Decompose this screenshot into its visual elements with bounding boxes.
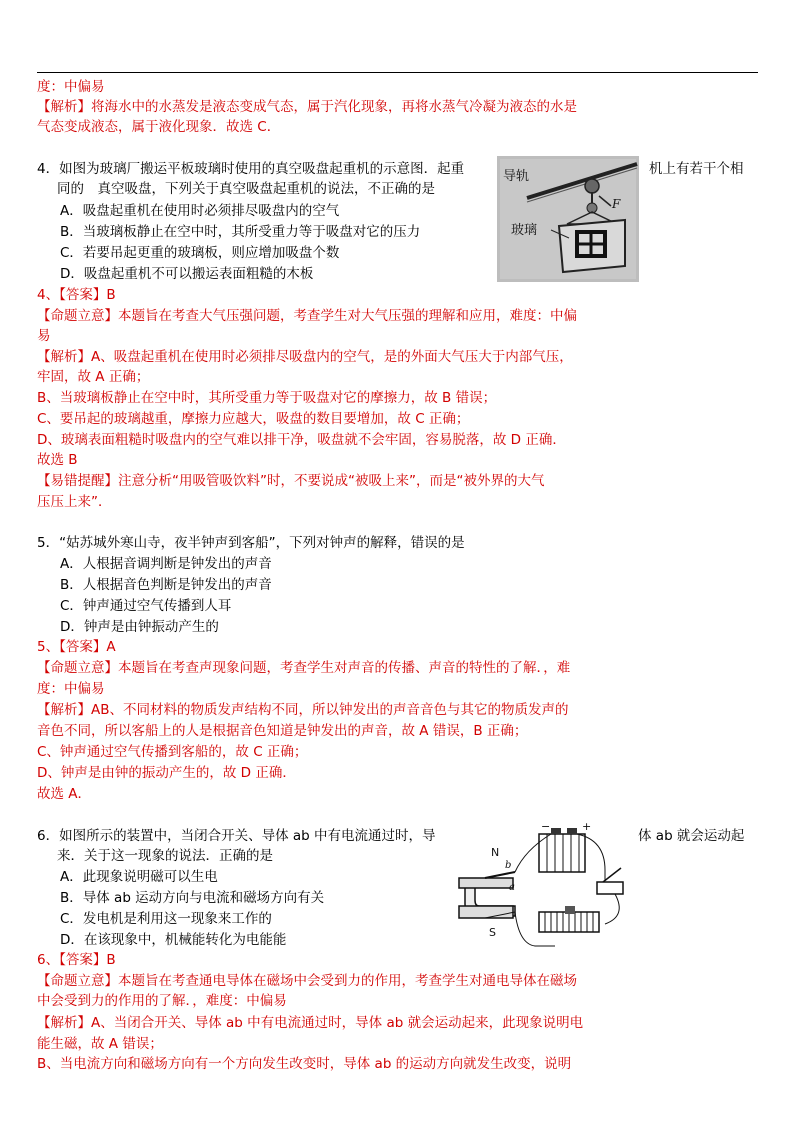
q6-stem-line2: 来．关于这一现象的说法．正确的是 — [57, 848, 273, 864]
q5-choice: 故选 A． — [37, 786, 92, 802]
q4-option-d: D．吸盘起重机不可以搬运表面粗糙的木板 — [60, 266, 314, 282]
q4-stem-tail: 机上有若干个相 — [649, 161, 744, 177]
q6-analysis-line2: 能生磁，故 A 错误； — [37, 1036, 163, 1052]
q6-answer: 6、【答案】B — [37, 952, 116, 968]
q4-stem-line1: 4．如图为玻璃厂搬运平板玻璃时使用的真空吸盘起重机的示意图．起重 — [37, 161, 465, 177]
q4-answer: 4、【答案】B — [37, 287, 116, 303]
q6-stem-line1: 6．如图所示的装置中，当闭合开关、导体 ab 中有电流通过时，导 — [37, 828, 436, 844]
north-pole-label: N — [491, 846, 500, 859]
q5-answer: 5、【答案】A — [37, 639, 116, 655]
q6-analysis-line1: 【解析】A、当闭合开关、导体 ab 中有电流通过时，导体 ab 就会运动起来，此现象说明电 — [37, 1015, 584, 1031]
q4-analysis-line1: 【解析】A、吸盘起重机在使用时必须排尽吸盘内的空气，是的外面大气压大于内部气压， — [37, 349, 573, 365]
q6-option-c: C．发电机是利用这一现象来工作的 — [60, 911, 272, 927]
rail-label: 导轨 — [503, 169, 530, 184]
q4-analysis-line5: D、玻璃表面粗糙时吸盘内的空气难以排干净，吸盘就不会牢固，容易脱落，故 D 正确． — [37, 432, 566, 448]
q5-intent-line2: 度：中偏易 — [37, 681, 105, 697]
q4-choice: 故选 B — [37, 452, 78, 468]
q6-option-a: A．此现象说明磁可以生电 — [60, 869, 218, 885]
glass-label: 玻璃 — [511, 223, 538, 238]
q4-warning-line1: 【易错提醒】注意分析“用吸管吸饮料”时，不要说成“被吸上来”，而是“被外界的大气 — [37, 473, 545, 489]
q5-option-c: C．钟声通过空气传播到人耳 — [60, 598, 232, 614]
q4-analysis-line4: C、要吊起的玻璃越重，摩擦力应越大，吸盘的数目要增加，故 C 正确； — [37, 411, 470, 427]
q5-option-b: B．人根据音色判断是钟发出的声音 — [60, 577, 272, 593]
q4-intent-line2: 易 — [37, 328, 51, 344]
q5-option-a: A．人根据音调判断是钟发出的声音 — [60, 556, 272, 572]
force-label: F — [612, 197, 621, 211]
top-line-2: 【解析】将海水中的水蒸发是液态变成气态，属于汽化现象，再将水蒸气冷凝为液态的水是 — [37, 99, 577, 115]
south-pole-label: S — [489, 926, 496, 939]
top-line-3: 气态变成液态，属于液化现象．故选 C． — [37, 119, 281, 135]
q5-stem: 5．“姑苏城外寒山寺，夜半钟声到客船”，下列对钟声的解释，错误的是 — [37, 535, 465, 551]
battery-minus-label: − — [541, 820, 551, 833]
header-rule — [37, 72, 758, 73]
q5-option-d: D．钟声是由钟振动产生的 — [60, 619, 219, 635]
q4-analysis-line2: 牢固，故 A 正确； — [37, 369, 150, 385]
q4-warning-line2: 压压上来”． — [37, 494, 112, 510]
q4-option-a: A．吸盘起重机在使用时必须排尽吸盘内的空气 — [60, 203, 340, 219]
vacuum-crane-figure — [497, 156, 639, 282]
q5-intent-line1: 【命题立意】本题旨在考查声现象问题，考查学生对声音的传播、声音的特性的了解．，难 — [37, 660, 571, 676]
q6-intent-line2: 中会受到力的作用的了解．，难度：中偏易 — [37, 993, 287, 1009]
conductor-b-label: b — [505, 860, 512, 871]
q6-intent-line1: 【命题立意】本题旨在考查通电导体在磁场中会受到力的作用，考查学生对通电导体在磁场 — [37, 973, 577, 989]
q6-option-b: B．导体 ab 运动方向与电流和磁场方向有关 — [60, 890, 325, 906]
top-line-1: 度：中偏易 — [37, 79, 105, 95]
q4-analysis-line3: B、当玻璃板静止在空中时，其所受重力等于吸盘对它的摩擦力，故 B 错误； — [37, 390, 497, 406]
conductor-a-label: a — [509, 882, 515, 893]
q4-intent-line1: 【命题立意】本题旨在考查大气压强问题，考查学生对大气压强的理解和应用，难度：中偏 — [37, 308, 577, 324]
q6-analysis-line3: B、当电流方向和磁场方向有一个方向发生改变时，导体 ab 的运动方向就发生改变，说明 — [37, 1056, 572, 1072]
q4-option-c: C．若要吊起更重的玻璃板，则应增加吸盘个数 — [60, 245, 340, 261]
battery-plus-label: + — [582, 820, 592, 833]
q5-analysis-line4: D、钟声是由钟的振动产生的，故 D 正确． — [37, 765, 296, 781]
motor-apparatus-figure — [455, 820, 635, 952]
q4-stem-line2: 同的 真空吸盘，下列关于真空吸盘起重机的说法，不正确的是 — [57, 181, 435, 197]
q6-stem-tail: 体 ab 就会运动起 — [638, 828, 745, 844]
q5-analysis-line2: 音色不同，所以客船上的人是根据音色知道是钟发出的声音，故 A 错误，B 正确； — [37, 723, 528, 739]
q4-option-b: B．当玻璃板静止在空中时，其所受重力等于吸盘对它的压力 — [60, 224, 421, 240]
q5-analysis-line3: C、钟声通过空气传播到客船的，故 C 正确； — [37, 744, 308, 760]
q6-option-d: D．在该现象中，机械能转化为电能能 — [60, 932, 287, 948]
q5-analysis-line1: 【解析】AB、不同材料的物质发声结构不同，所以钟发出的声音音色与其它的物质发声的 — [37, 702, 569, 718]
